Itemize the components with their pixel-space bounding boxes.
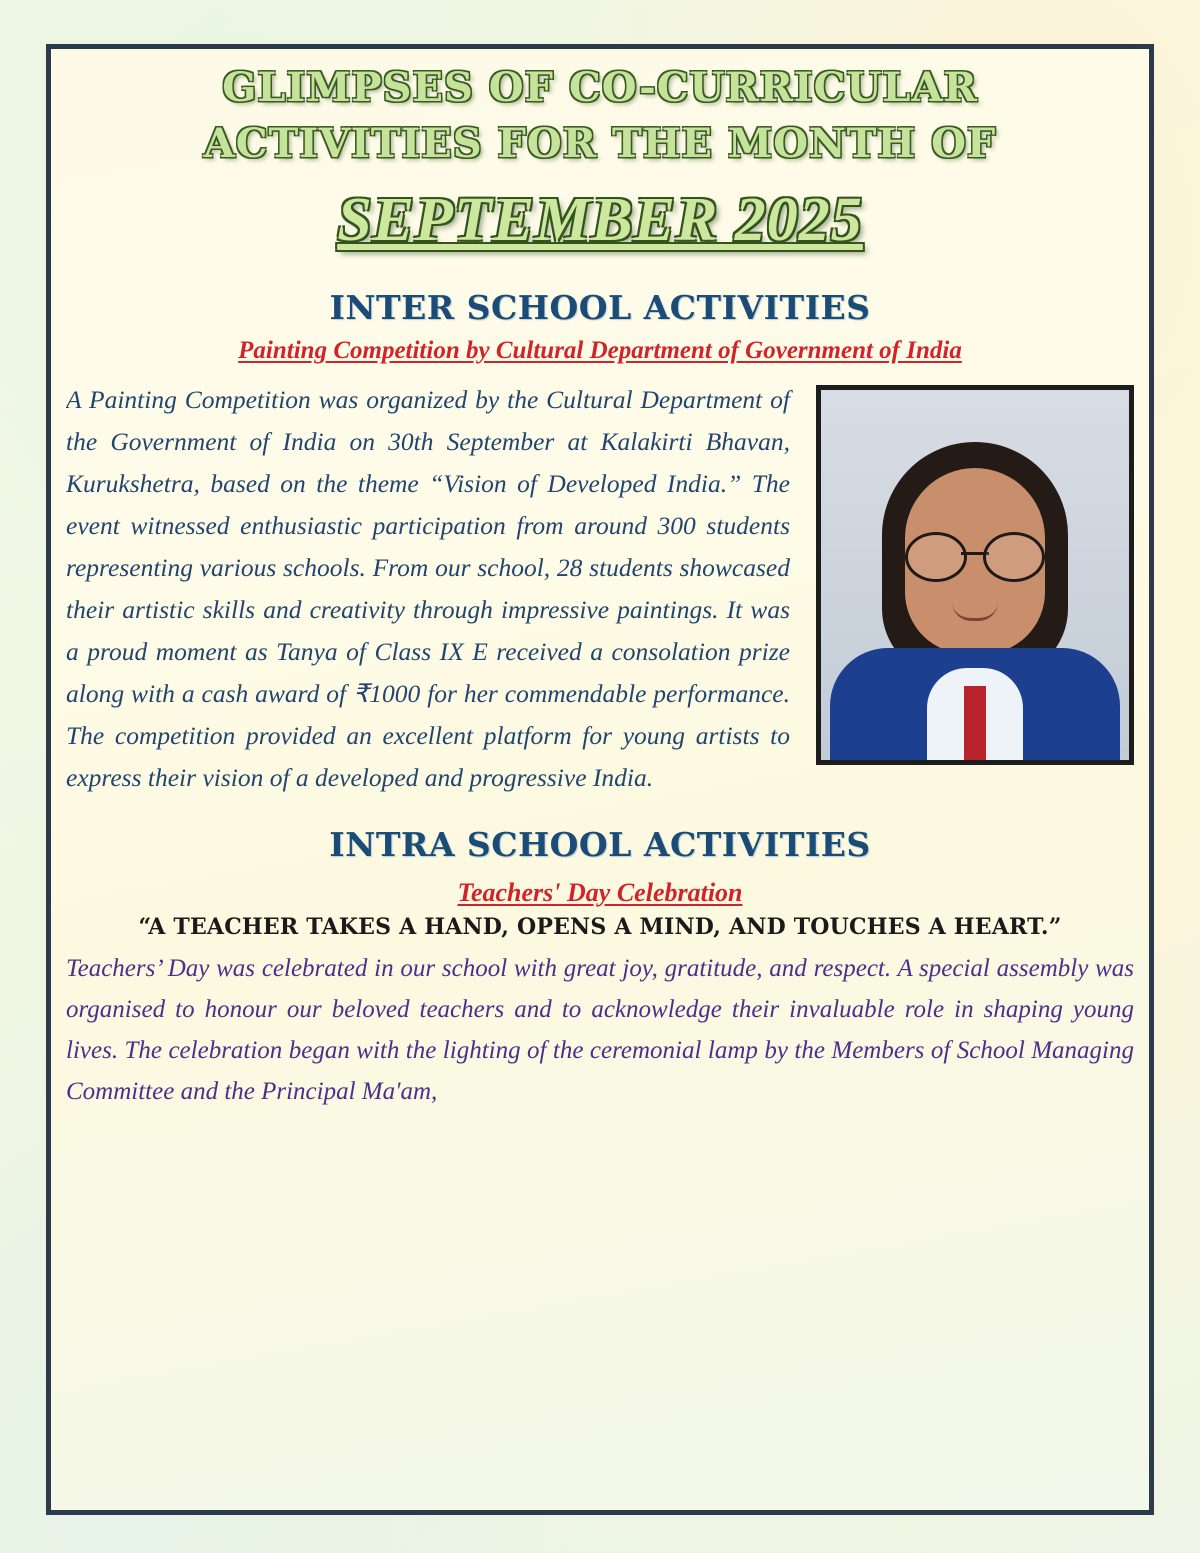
- section-heading-intra-school: INTRA SCHOOL ACTIVITIES: [329, 825, 871, 864]
- inter-school-body-block: [66, 379, 1134, 799]
- section-heading-inter-school: INTER SCHOOL ACTIVITIES: [329, 288, 871, 327]
- photo-lanyard: [964, 686, 986, 760]
- title-month: SEPTEMBER 2025: [337, 186, 863, 254]
- photo-glasses: [901, 532, 1049, 576]
- title-line-2: ACTIVITIES FOR THE MONTH OF: [203, 120, 997, 167]
- title-line-1: GLIMPSES OF CO-CURRICULAR: [222, 64, 978, 111]
- inter-school-paragraph: A Painting Competition was organized by the Cultural Department of the Government of India on 30th September at Kalakirti Bhavan, Kurukshetra, based on the theme “Vision of Developed India.” The event witnessed enthusiastic participation from around 300 students representing various schools. From our school, 28 students showcased their artistic skills and creativity through impressive paintings. It was a proud moment as Tanya of Class IX E received a consolation prize along with a cash award of ₹1000 for her commendable performance. The competition provided an excellent platform for young artists to express their vision of a developed and progressive India.: [66, 385, 790, 792]
- photo-lens-left: [905, 532, 967, 582]
- subheading-teachers-day: Teachers' Day Celebration: [457, 878, 743, 907]
- intra-school-paragraph: Teachers’ Day was celebrated in our school with great joy, gratitude, and respect. A special assembly was organised to honour our beloved teachers and to acknowledge their invaluable role in shaping young lives. The celebration began with the lighting of the ceremonial lamp by the Members of School Managing Committee and the Principal Ma'am,: [66, 955, 1134, 1105]
- teachers-day-quote: “A TEACHER TAKES A HAND, OPENS A MIND, AND TOUCHES A HEART.”: [138, 914, 1062, 940]
- student-portrait-photo: [816, 385, 1134, 765]
- page-title: [66, 60, 1134, 262]
- photo-lens-right: [983, 532, 1045, 582]
- document-content: [66, 60, 1134, 1501]
- subheading-painting-competition: Painting Competition by Cultural Department of Government of India: [238, 337, 962, 364]
